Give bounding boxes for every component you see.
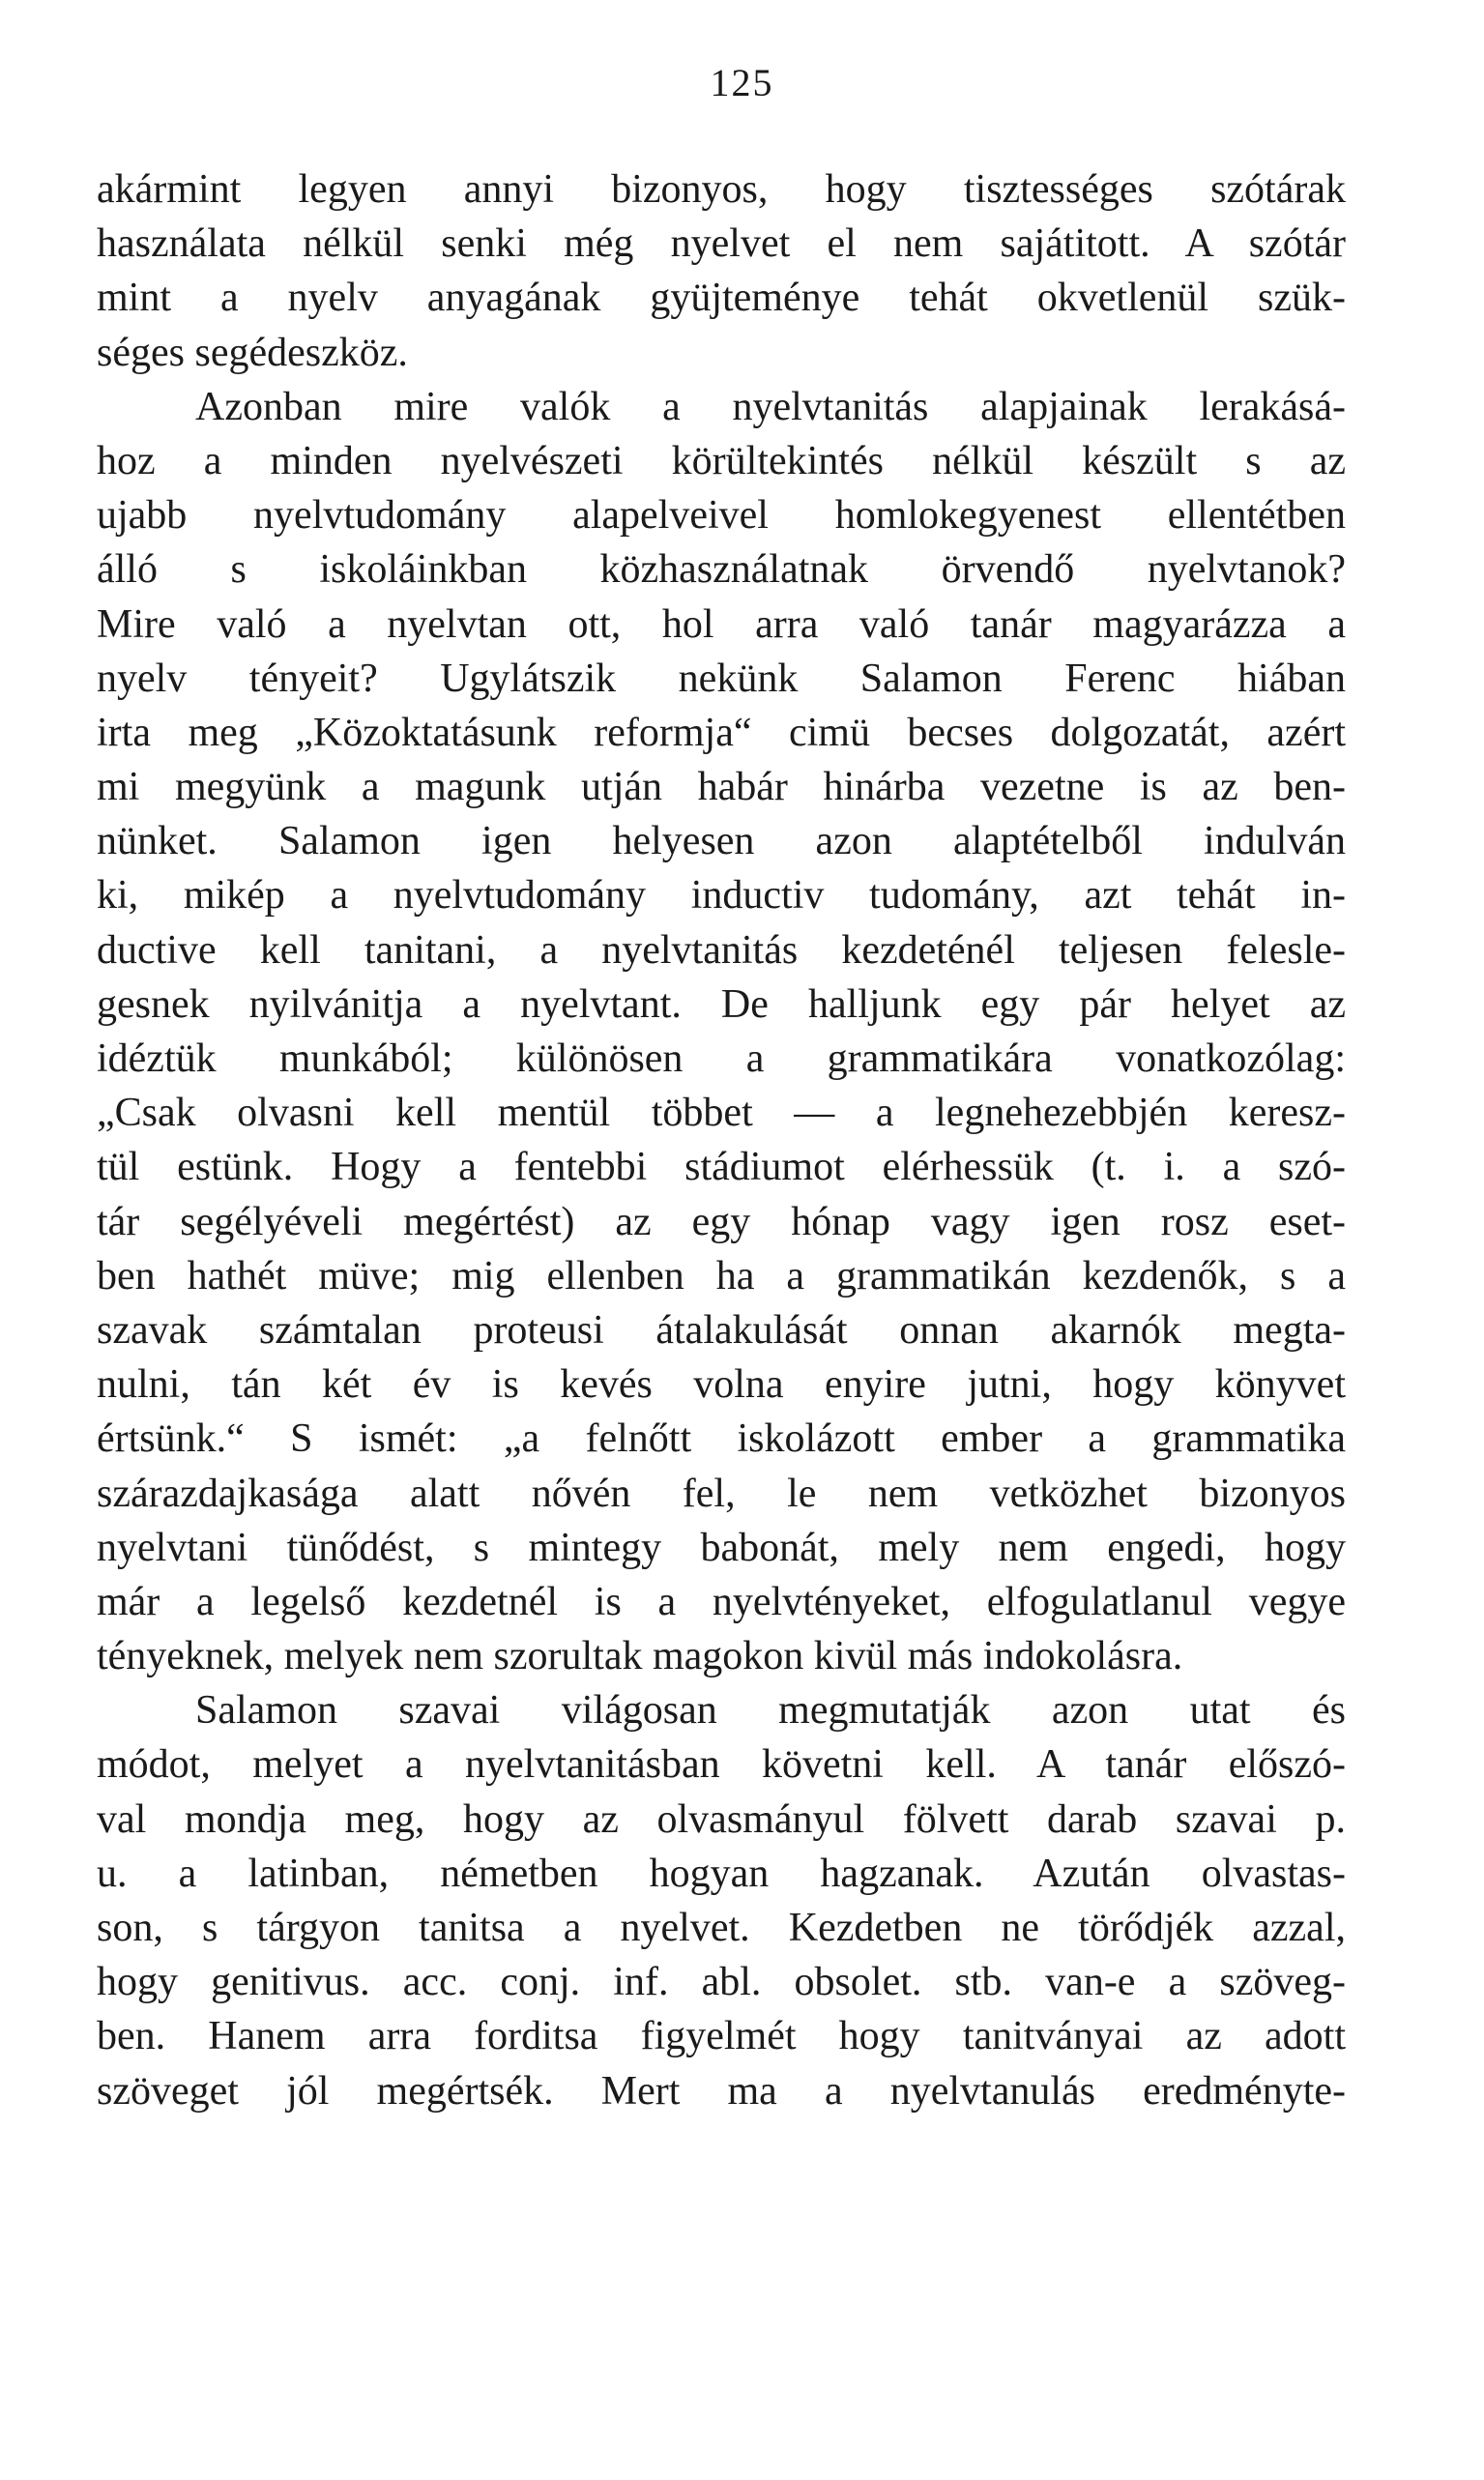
text-line: mi megyünk a magunk utján habár hinárba vezetne is az ben- <box>97 765 1346 810</box>
text-line: tár segélyéveli megértést) az egy hónap vagy igen rosz eset- <box>97 1199 1346 1244</box>
text-line: szárazdajkasága alatt nővén fel, le nem vetközhet bizonyos <box>97 1471 1346 1516</box>
page-number: 125 <box>710 61 774 104</box>
text-line: ductive kell tanitani, a nyelvtanitás kezdeténél teljesen felesle- <box>97 927 1346 973</box>
text-line: u. a latinban, németben hogyan hagzanak. Azután olvastas- <box>97 1851 1346 1896</box>
text-line: gesnek nyilvánitja a nyelvtant. De halljunk egy pár helyet az <box>97 981 1346 1027</box>
text-line: ujabb nyelvtudomány alapelveivel homlokegyenest ellentétben <box>97 493 1346 539</box>
text-line: Salamon szavai világosan megmutatják azon utat és <box>195 1688 1346 1734</box>
text-line: irta meg „Közoktatásunk reformja“ cimü becses dolgozatát, azért <box>97 710 1346 755</box>
text-line: tényeknek, melyek nem szorultak magokon kivül más indokolásra. <box>97 1634 1183 1679</box>
text-line: értsünk.“ S ismét: „a felnőtt iskolázott ember a grammatika <box>97 1416 1346 1462</box>
text-line: séges segédeszköz. <box>97 330 408 375</box>
text-line: szavak számtalan proteusi átalakulását onnan akarnók megta- <box>97 1307 1346 1353</box>
text-line: szöveget jól megértsék. Mert ma a nyelvtanulás eredményte- <box>97 2068 1346 2114</box>
text-line: álló s iskoláinkban közhasználatnak örvendő nyelvtanok? <box>97 547 1346 593</box>
text-line: val mondja meg, hogy az olvasmányul fölvett darab szavai p. <box>97 1796 1346 1842</box>
text-line: tül estünk. Hogy a fentebbi stádiumot elérhessük (t. i. a szó- <box>97 1145 1346 1190</box>
text-line: Mire való a nyelvtan ott, hol arra való tanár magyarázza a <box>97 601 1346 647</box>
text-line: idéztük munkából; különösen a grammatikára vonatkozólag: <box>97 1036 1346 1081</box>
text-line: ben. Hanem arra forditsa figyelmét hogy tanitványai az adott <box>97 2014 1346 2059</box>
text-line: mint a nyelv anyagának gyüjteménye tehát okvetlenül szük- <box>97 276 1346 321</box>
text-line: Azonban mire valók a nyelvtanitás alapjainak lerakásá- <box>195 384 1346 429</box>
text-line: nünket. Salamon igen helyesen azon alaptételből indulván <box>97 819 1346 864</box>
text-line: használata nélkül senki még nyelvet el nem sajátitott. A szótár <box>97 221 1346 267</box>
text-line: „Csak olvasni kell mentül többet — a legnehezebbjén keresz- <box>97 1091 1346 1136</box>
text-line: akármint legyen annyi bizonyos, hogy tisztességes szótárak <box>97 167 1346 212</box>
text-line: nulni, tán két év is kevés volna enyire jutni, hogy könyvet <box>97 1362 1346 1408</box>
text-line: hoz a minden nyelvészeti körültekintés nélkül készült s az <box>97 438 1346 483</box>
body-text <box>97 162 1346 2118</box>
text-line: nyelv tényeit? Ugylátszik nekünk Salamon Ferenc hiában <box>97 656 1346 701</box>
text-line: ki, mikép a nyelvtudomány inductiv tudomány, azt tehát in- <box>97 873 1346 919</box>
text-line: son, s tárgyon tanitsa a nyelvet. Kezdetben ne törődjék azzal, <box>97 1906 1346 1950</box>
text-line: ben hathét müve; mig ellenben ha a grammatikán kezdenők, s a <box>97 1253 1346 1298</box>
text-line: hogy genitivus. acc. conj. inf. abl. obsolet. stb. van-e a szöveg- <box>97 1960 1346 2005</box>
text-line: nyelvtani tünődést, s mintegy babonát, mely nem engedi, hogy <box>97 1525 1346 1570</box>
text-line: módot, melyet a nyelvtanitásban követni kell. A tanár előszó- <box>97 1742 1346 1788</box>
text-line: már a legelső kezdetnél is a nyelvtényeket, elfogulatlanul vegye <box>97 1579 1346 1624</box>
